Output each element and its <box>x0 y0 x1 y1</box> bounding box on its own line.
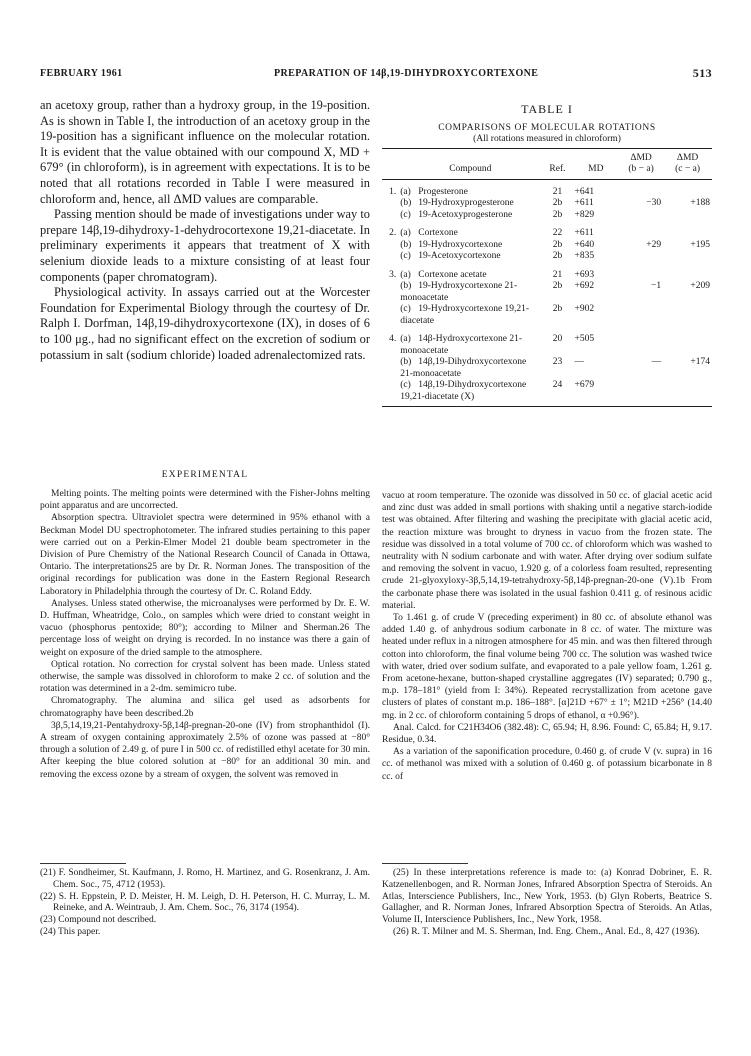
paragraph: 3β,5,14,19,21-Pentahydroxy-5β,14β-pregnan-20-one (IV) from strophanthidol (I). A stream of oxygen containing approximately 2.5% of ozone was passed at −80° through a solution of 2.49 g. of pure I in 500 cc. of redistilled ethyl acetate for 30 min. After keeping the blue colored solution at −80° for an additional 30 min. and removing the excess ozone by a stream of oxygen, the solvent was removed in <box>40 720 370 780</box>
footnote: (24) This paper. <box>40 926 101 937</box>
header-ref: Ref. <box>542 153 572 180</box>
table-caption: COMPARISONS OF MOLECULAR ROTATIONS <box>438 123 656 133</box>
footnote: (22) S. H. Eppstein, P. D. Meister, H. M. Leigh, D. H. Peterson, H. C. Murray, L. M. Reineke, and A. Weintraub, J. Am. Chem. Soc., 76, 3174 (1954). <box>40 891 370 914</box>
table-title: TABLE I <box>521 102 573 116</box>
footnote: (23) Compound not described. <box>40 915 157 926</box>
footnote: (21) F. Sondheimer, St. Kaufmann, J. Romo, H. Martinez, and G. Rosenkranz, J. Am. Chem. Soc., 75, 4712 (1953). <box>40 868 370 890</box>
running-head <box>40 68 712 82</box>
table-row: (b) 19-Hydroxyprogesterone 2b +611 −30 +188 <box>400 198 710 208</box>
table-row: (c) 19-Hydroxycortexone 19,21-diacetate 2b +902 <box>400 304 595 326</box>
footnotes-right <box>382 863 712 939</box>
paragraph: Chromatography. The alumina and silica gel used as adsorbents for chromatography have been described.2b <box>40 696 370 719</box>
table-row: 1. (a) Progesterone 21 +641 <box>389 186 595 197</box>
left-column-discussion <box>40 98 370 363</box>
header-dmd-ca: ΔMD (c − a) <box>663 153 712 180</box>
footnote-rule <box>382 863 468 864</box>
header-md: MD <box>573 153 619 180</box>
paragraph: Optical rotation. No correction for crystal solvent has been made. Unless stated otherwise, the sample was dissolved in chloroform to make 2 cc. of solution and the rotation was determined in a 2-dm. semimicro tube. <box>40 659 370 695</box>
table-row: (c) 19-Acetoxyprogesterone 2b +829 <box>400 209 595 220</box>
paragraph: Absorption spectra. Ultraviolet spectra were determined in 95% ethanol with a Beckman Model DU spectrophotometer. The infrared studies pertaining to this paper were carried out on a Perkin-Elmer Model 21 double beam spectrometer in the Division of Pure Chemistry of the National Research Council of Canada in Ottawa, Ontario. The interpretations25 are by Dr. R. Norman Jones. The transposition of the original recordings for publication was done in the Eastern Regional Research Laboratory in Philadelphia through the courtesy of Dr. C. Roland Eddy. <box>40 513 370 597</box>
footnote: (26) R. T. Milner and M. S. Sherman, Ind. Eng. Chem., Anal. Ed., 8, 427 (1936). <box>393 926 700 937</box>
paragraph: Physiological activity. In assays carried out at the Worcester Foundation for Experimental Biology through the courtesy of Dr. Ralph I. Dorfman, 14β,19-dihydroxycortexone (IX), in doses of 6 to 100 μg., had no significant effect on the excretion of sodium or potassium in salt (sodium chloride) loaded adrenalectomized rats. <box>40 285 370 362</box>
table-1-block <box>382 98 712 407</box>
table-row: (b) 14β,19-Dihydroxycortexone 21-monoacetate 23 — — +174 <box>400 357 710 379</box>
table-row: 3. (a) Cortexone acetate 21 +693 <box>389 269 595 280</box>
footnote-rule <box>40 863 126 864</box>
table-row: 2. (a) Cortexone 22 +611 <box>389 228 594 238</box>
table-row: 4. (a) 14β-Hydroxycortexone 21-monoacetate 20 +505 <box>389 334 595 356</box>
paragraph: Passing mention should be made of investigations under way to prepare 14β,19-dihydroxy-1-dehydrocortexone 19,21-diacetate. In preliminary experiments it appears that treatment of X with selenium dioxide leads to a mixture consisting of at least four components (paper chromatogram). <box>40 207 370 284</box>
paragraph: an acetoxy group, rather than a hydroxy group, in the 19-position. As is shown in Table I, the introduction of an acetoxy group in the 19-position has a significant influence on the molecular rotation. It is evident that the value obtained with our compound X, MD + 679° (in chloroform), is in agreement with expectations. It is to be noted that all rotations recorded in Table I were measured in chloroform and, hence, all ΔMD values are comparable. <box>40 98 370 206</box>
paragraph: To 1.461 g. of crude V (preceding experiment) in 80 cc. of absolute ethanol was added 1.40 g. of anhydrous sodium carbonate in 8 cc. of water. The mixture was heated under reflux in a nitrogen atmosphere for 45 min. and was then filtered through cotton into chloroform, the final volume being 700 cc. The solution was washed twice with water, dried over sodium sulfate, and evaporated to a pale yellow foam, 1.261 g. From acetone-hexane, button-shaped crystalline aggregates (IV) separated; 0.790 g., m.p. 178–181° (yield from I: 34%). Repeated recrystallization from acetone gave clusters of plates of constant m.p. 186–188°. [α]21D +67° ± 1°; M21D +256° (14.40 mg. in 2 cc. of chloroform containing 5 drops of ethanol, α +0.96°). <box>382 613 712 721</box>
paragraph: As a variation of the saponification procedure, 0.460 g. of crude V (v. supra) in 16 cc. of methanol was mixed with a solution of 0.460 g. of potassium bicarbonate in 8 cc. of <box>382 747 712 782</box>
experimental-heading: EXPERIMENTAL <box>161 470 249 480</box>
right-column-experimental <box>382 490 712 783</box>
table-row: (b) 19-Hydroxycortexone 2b +640 +29 +195 <box>400 239 710 250</box>
header-date: FEBRUARY 1961 <box>40 68 123 79</box>
table-row: (c) 19-Acetoxycortexone 2b +835 <box>400 251 595 261</box>
header-dmd-ba: ΔMD (b − a) <box>619 153 663 180</box>
experimental-section <box>40 464 370 781</box>
footnotes-left <box>40 863 370 939</box>
footnote: (25) In these interpretations reference is made to: (a) Konrad Dobriner, E. R. Katzenellenbogen, and R. Norman Jones, Infrared Absorption Spectra of Steroids. An Atlas, Interscience Publishers, Inc., New York, 1953. (b) Glyn Roberts, Beatrice S. Gallagher, and R. Norman Jones, Infrared Absorption Spectra of Steroids. An Atlas, Volume II, Interscience Publishers, Inc., New York, 1958. <box>382 868 712 926</box>
paragraph: Analyses. Unless stated otherwise, the microanalyses were performed by Dr. E. W. D. Huffman, Wheatridge, Colo., on samples which were dried to constant weight in vacuo (phosphorus pentoxide; 80°); according to Milner and Sherman.26 The percentage loss of weight on drying is recorded. In no instance was there a gain of weight on exposure of the dried sample to the atmosphere. <box>40 598 370 658</box>
header-title: PREPARATION OF 14β,19-DIHYDROXYCORTEXONE <box>274 68 539 79</box>
paragraph: Melting points. The melting points were determined with the Fisher-Johns melting point apparatus and are uncorrected. <box>40 489 370 512</box>
table-note: (All rotations measured in chloroform) <box>473 134 621 144</box>
header-compound: Compound <box>398 153 542 180</box>
paragraph: Anal. Calcd. for C21H34O6 (382.48): C, 65.94; H, 8.96. Found: C, 65.84; H, 9.17. Residue, 0.34. <box>382 722 712 746</box>
table-row: (c) 14β,19-Dihydroxycortexone 19,21-diacetate (X) 24 +679 <box>382 380 712 407</box>
molecular-rotation-table <box>382 148 712 407</box>
table-header-row <box>382 153 712 180</box>
table-row: (b) 19-Hydroxycortexone 21-monoacetate 2b +692 −1 +209 <box>400 281 710 303</box>
page-number: 513 <box>692 66 712 80</box>
paragraph: vacuo at room temperature. The ozonide was dissolved in 50 cc. of glacial acetic acid and zinc dust was added in small portions with shaking until a negative starch-iodide test was obtained. After filtering and washing the precipitate with glacial acetic acid, the reaction mixture was brought to dryness in vacuo from the frozen state. The residue was dissolved in a total volume of 700 cc. of chloroform which was washed to neutrality with N sodium carbonate and with water. After drying over sodium sulfate and removing the solvent in vacuo, 1.920 g. of a colorless foam resulted, representing crude 21-glyoxyloxy-3β,5,14,19-tetrahydroxy-5β,14β-pregnan-20-one (V).1b From the carbonate phase there was isolated in the usual fashion 0.411 g. of resinous acidic material. <box>382 491 712 611</box>
